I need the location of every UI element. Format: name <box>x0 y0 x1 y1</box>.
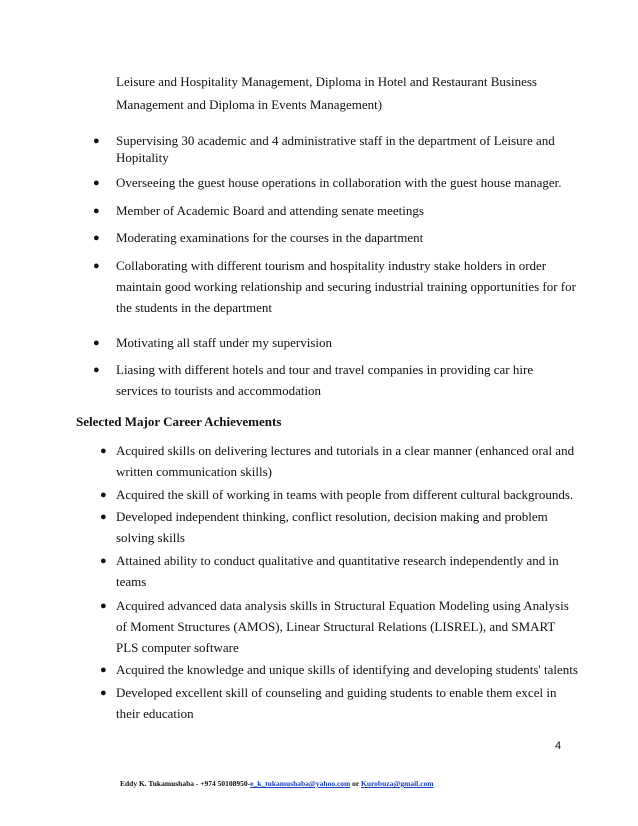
footer-contact: Eddy K. Tukamushaba - +974 50108950- <box>120 779 251 788</box>
bullet-icon: ● <box>93 337 100 349</box>
list-item-line: written communication skills) <box>116 464 272 479</box>
bullet-icon: ● <box>93 177 100 189</box>
bullet-icon: ● <box>93 260 100 272</box>
bullet-icon: ● <box>93 135 100 147</box>
list-item-line: of Moment Structures (AMOS), Linear Structural Relations (LISREL), and SMART <box>116 619 556 634</box>
intro-line: Leisure and Hospitality Management, Diploma in Hotel and Restaurant Business <box>116 74 537 89</box>
footer-email-link[interactable]: e_k_tukamushaba@yahoo.com <box>250 779 351 788</box>
intro-line: Management and Diploma in Events Management) <box>116 97 383 112</box>
bullet-icon: ● <box>93 364 100 376</box>
bullet-icon: ● <box>100 511 107 523</box>
list-item-line: Acquired the knowledge and unique skills of identifying and developing students' talents <box>116 662 578 677</box>
list-item-line: Developed independent thinking, conflict resolution, decision making and problem <box>116 509 548 524</box>
list-item-line: Member of Academic Board and attending senate meetings <box>116 203 424 218</box>
list-item-line: Moderating examinations for the courses in the dapartment <box>116 230 424 245</box>
list-item-line: Hopitality <box>116 150 169 165</box>
section-heading: Selected Major Career Achievements <box>76 414 282 429</box>
bullet-icon: ● <box>100 489 107 501</box>
list-item-line: Motivating all staff under my supervision <box>116 335 333 350</box>
page-number: 4 <box>555 740 562 752</box>
list-item-line: Supervising 30 academic and 4 administrative staff in the department of Leisure and <box>116 133 555 148</box>
list-item-line: Acquired skills on delivering lectures and tutorials in a clear manner (enhanced oral and <box>116 443 575 458</box>
bullet-icon: ● <box>93 232 100 244</box>
list-item-line: Acquired advanced data analysis skills in Structural Equation Modeling using Analysis <box>116 598 569 613</box>
list-item-line: Overseeing the guest house operations in collaboration with the guest house manager. <box>116 175 562 190</box>
bullet-icon: ● <box>100 687 107 699</box>
bullet-icon: ● <box>100 600 107 612</box>
footer-email-link[interactable]: Kurobuza@gmail.com <box>360 779 434 788</box>
list-item-line: Liasing with different hotels and tour and travel companies in providing car hire <box>116 362 534 377</box>
list-item-line: Attained ability to conduct qualitative and quantitative research independently and in <box>116 553 559 568</box>
list-item-line: Developed excellent skill of counseling and guiding students to enable them excel in <box>116 685 557 700</box>
list-item-line: maintain good working relationship and securing industrial training opportunities for for <box>116 279 576 294</box>
bullet-icon: ● <box>100 445 107 457</box>
list-item-line: the students in the department <box>116 300 272 315</box>
list-item-line: solving skills <box>116 530 185 545</box>
list-item-line: their education <box>116 706 194 721</box>
list-item-line: Acquired the skill of working in teams with people from different cultural backgrounds. <box>116 487 574 502</box>
list-item-line: PLS computer software <box>116 640 239 655</box>
footer-separator: or <box>350 779 361 788</box>
bullet-icon: ● <box>93 205 100 217</box>
list-item-line: Collaborating with different tourism and hospitality industry stake holders in order <box>116 258 547 273</box>
bullet-icon: ● <box>100 664 107 676</box>
list-item-line: teams <box>116 574 147 589</box>
page-footer <box>120 779 433 788</box>
bullet-icon: ● <box>100 555 107 567</box>
list-item-line: services to tourists and accommodation <box>116 383 322 398</box>
